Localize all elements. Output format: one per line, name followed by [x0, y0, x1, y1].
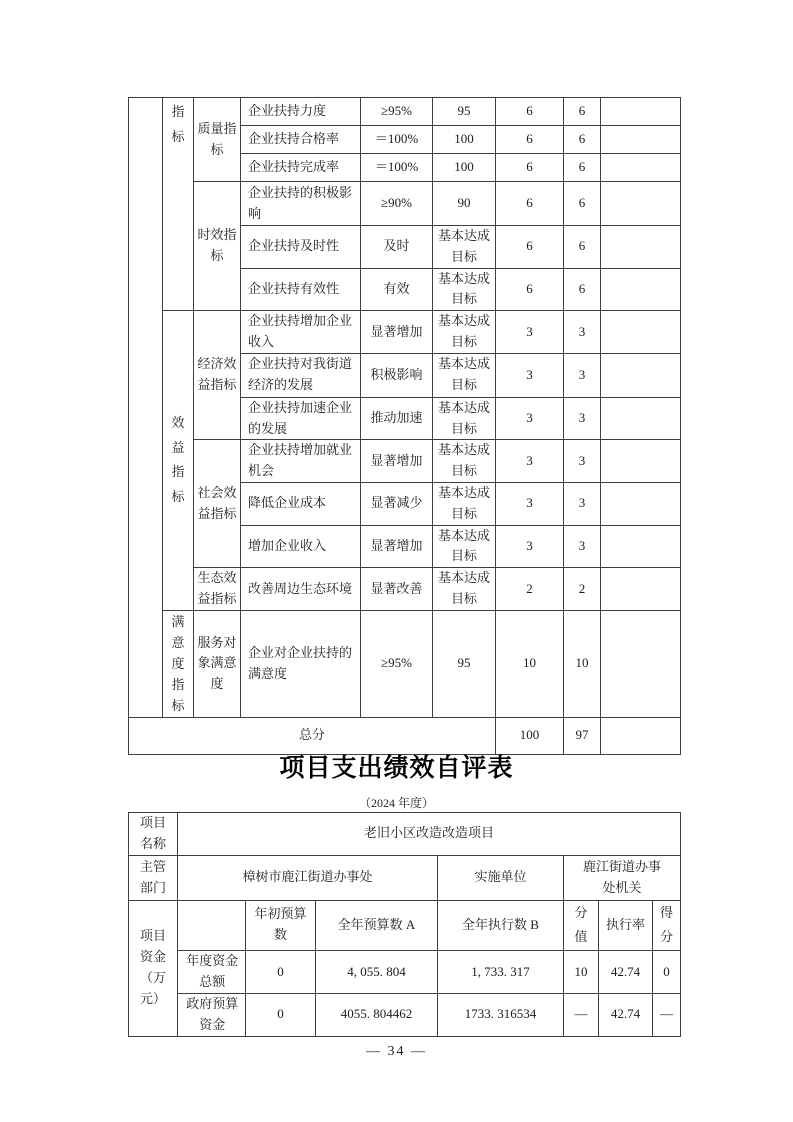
remark-cell [601, 226, 681, 269]
score-value: 3 [564, 440, 601, 483]
remark-cell [601, 154, 681, 182]
project-name-value: 老旧小区改造改造项目 [178, 813, 681, 856]
remark-cell [601, 98, 681, 126]
remark-cell [601, 482, 681, 525]
score-value: 2 [564, 568, 601, 611]
total-score: 97 [564, 717, 601, 754]
target-value: 显著减少 [361, 482, 433, 525]
actual-value: 基本达成目标 [433, 311, 496, 354]
table-row [129, 98, 681, 126]
table-row [129, 182, 681, 226]
indicator-name: 改善周边生态环境 [241, 568, 361, 611]
weight-value: 6 [496, 154, 564, 182]
target-value: 推动加速 [361, 397, 433, 440]
funds-row-name [178, 950, 246, 993]
total-label: 总分 [129, 717, 496, 754]
execution-rate-value: 42.74 [599, 993, 653, 1036]
project-self-evaluation-table [128, 812, 681, 1037]
indicator-name: 企业扶持有效性 [241, 268, 361, 311]
score-value: 3 [564, 482, 601, 525]
score-value: 3 [564, 525, 601, 568]
project-name-label-cell [129, 813, 178, 856]
annual-budget-value: 4, 055. 804 [316, 950, 438, 993]
score-value: 6 [564, 182, 601, 226]
header-weight [564, 900, 599, 950]
indicator-name: 企业扶持力度 [241, 98, 361, 126]
weight-value: 10 [496, 610, 564, 717]
header-execution-rate: 执行率 [599, 900, 653, 950]
remark-cell [601, 353, 681, 397]
table-row [129, 440, 681, 483]
actual-value: 基本达成目标 [433, 226, 496, 269]
funds-label: 项目资金（万元） [139, 928, 166, 1006]
actual-value: 基本达成目标 [433, 482, 496, 525]
weight-value: 6 [496, 98, 564, 126]
initial-budget-value: 0 [246, 993, 316, 1036]
subgroup-ecological-cell: 生态效益指标 [194, 568, 241, 611]
header-annual-executed: 全年执行数 B [438, 900, 564, 950]
weight-value: 6 [496, 268, 564, 311]
initial-budget-value: 0 [246, 950, 316, 993]
actual-value: 95 [433, 98, 496, 126]
target-value: 显著增加 [361, 440, 433, 483]
page-number: — 34 — [366, 1044, 427, 1059]
remark-cell [601, 397, 681, 440]
funds-row-name-text: 政府预算资金 [186, 995, 239, 1032]
remark-cell [601, 717, 681, 754]
funds-header-row [129, 900, 681, 950]
weight-value: — [564, 993, 599, 1036]
project-name-row [129, 813, 681, 856]
group-indicator-cell [163, 98, 194, 311]
weight-value: 3 [496, 311, 564, 354]
actual-value: 基本达成目标 [433, 268, 496, 311]
funds-row-name-text: 年度资金总额 [186, 953, 239, 989]
subgroup-quality-cell: 质量指标 [194, 98, 241, 182]
remark-cell [601, 525, 681, 568]
execution-rate-value: 42.74 [599, 950, 653, 993]
remark-cell [601, 311, 681, 354]
group-indicator-label: 指标 [171, 104, 185, 144]
actual-value: 基本达成目标 [433, 397, 496, 440]
funds-row-name [178, 993, 246, 1036]
header-initial-budget [246, 900, 316, 950]
group-benefit-label: 效益指标 [171, 415, 185, 505]
indicator-name: 企业扶持及时性 [241, 226, 361, 269]
actual-value: 基本达成目标 [433, 568, 496, 611]
score-value: 3 [564, 397, 601, 440]
target-value: ＝100% [361, 154, 433, 182]
department-label-cell [129, 855, 178, 900]
weight-value: 3 [496, 482, 564, 525]
score-value: — [653, 993, 681, 1036]
subgroup-economic-cell: 经济效益指标 [194, 311, 241, 440]
header-initial-budget-text: 年初预算数 [254, 906, 307, 943]
indicator-name: 降低企业成本 [241, 482, 361, 525]
score-value: 10 [564, 610, 601, 717]
score-value: 6 [564, 98, 601, 126]
indicator-name: 企业扶持的积极影响 [241, 182, 361, 226]
header-annual-budget: 全年预算数 A [316, 900, 438, 950]
subgroup-timeliness-cell: 时效指标 [194, 182, 241, 311]
table-row [129, 610, 681, 717]
weight-value: 3 [496, 525, 564, 568]
annual-budget-value: 4055. 804462 [316, 993, 438, 1036]
total-weight: 100 [496, 717, 564, 754]
score-value: 6 [564, 226, 601, 269]
annual-executed-value: 1733. 316534 [438, 993, 564, 1036]
target-value: ≥90% [361, 182, 433, 226]
indicator-name: 企业扶持加速企业的发展 [241, 397, 361, 440]
funds-row-government [129, 993, 681, 1036]
score-value: 6 [564, 154, 601, 182]
target-value: 积极影响 [361, 353, 433, 397]
funds-row-total [129, 950, 681, 993]
weight-value: 6 [496, 182, 564, 226]
indicator-name: 企业扶持合格率 [241, 126, 361, 154]
target-value: 显著增加 [361, 311, 433, 354]
empty-cell [178, 900, 246, 950]
page-subtitle: （2024 年度） [358, 796, 434, 810]
page-title: 项目支出绩效自评表 [279, 754, 514, 782]
implementing-unit-value [564, 855, 681, 900]
actual-value: 基本达成目标 [433, 353, 496, 397]
department-value: 樟树市鹿江街道办事处 [178, 855, 438, 900]
actual-value: 100 [433, 126, 496, 154]
subgroup-social-cell: 社会效益指标 [194, 440, 241, 568]
left-continuation-cell [129, 98, 163, 718]
target-value: ≥95% [361, 98, 433, 126]
actual-value: 90 [433, 182, 496, 226]
score-value: 0 [653, 950, 681, 993]
weight-value: 3 [496, 353, 564, 397]
annual-executed-value: 1, 733. 317 [438, 950, 564, 993]
target-value: 显著改善 [361, 568, 433, 611]
remark-cell [601, 440, 681, 483]
indicator-score-table [128, 97, 681, 755]
target-value: ＝100% [361, 126, 433, 154]
total-row [129, 717, 681, 754]
target-value: 显著增加 [361, 525, 433, 568]
target-value: 有效 [361, 268, 433, 311]
remark-cell [601, 610, 681, 717]
actual-value: 基本达成目标 [433, 440, 496, 483]
indicator-name: 企业扶持对我街道经济的发展 [241, 353, 361, 397]
actual-value: 95 [433, 610, 496, 717]
weight-value: 6 [496, 226, 564, 269]
table-row [129, 311, 681, 354]
indicator-name: 增加企业收入 [241, 525, 361, 568]
funds-label-cell [129, 900, 178, 1036]
header-score [653, 900, 681, 950]
weight-value: 2 [496, 568, 564, 611]
actual-value: 基本达成目标 [433, 525, 496, 568]
group-satisfaction-label: 满意度指标 [171, 613, 185, 713]
target-value: ≥95% [361, 610, 433, 717]
score-value: 3 [564, 353, 601, 397]
weight-value: 3 [496, 440, 564, 483]
remark-cell [601, 268, 681, 311]
indicator-name: 企业扶持完成率 [241, 154, 361, 182]
weight-value: 3 [496, 397, 564, 440]
indicator-name: 企业对企业扶持的满意度 [241, 610, 361, 717]
department-label: 主管部门 [139, 858, 166, 895]
table-row [129, 568, 681, 611]
remark-cell [601, 568, 681, 611]
score-value: 6 [564, 268, 601, 311]
implementing-unit-text: 鹿江街道办事处机关 [583, 858, 662, 895]
indicator-name: 企业扶持增加企业收入 [241, 311, 361, 354]
remark-cell [601, 182, 681, 226]
score-value: 3 [564, 311, 601, 354]
header-score-text: 得分 [660, 904, 674, 945]
weight-value: 6 [496, 126, 564, 154]
weight-value: 10 [564, 950, 599, 993]
indicator-name: 企业扶持增加就业机会 [241, 440, 361, 483]
target-value: 及时 [361, 226, 433, 269]
group-benefit-cell [163, 311, 194, 611]
subgroup-service-cell: 服务对象满意度 [194, 610, 241, 717]
project-name-label: 项目名称 [139, 815, 166, 851]
score-value: 6 [564, 126, 601, 154]
remark-cell [601, 126, 681, 154]
department-row [129, 855, 681, 900]
actual-value: 100 [433, 154, 496, 182]
implementing-unit-label: 实施单位 [438, 855, 564, 900]
group-satisfaction-cell [163, 610, 194, 717]
header-weight-text: 分值 [574, 904, 588, 945]
